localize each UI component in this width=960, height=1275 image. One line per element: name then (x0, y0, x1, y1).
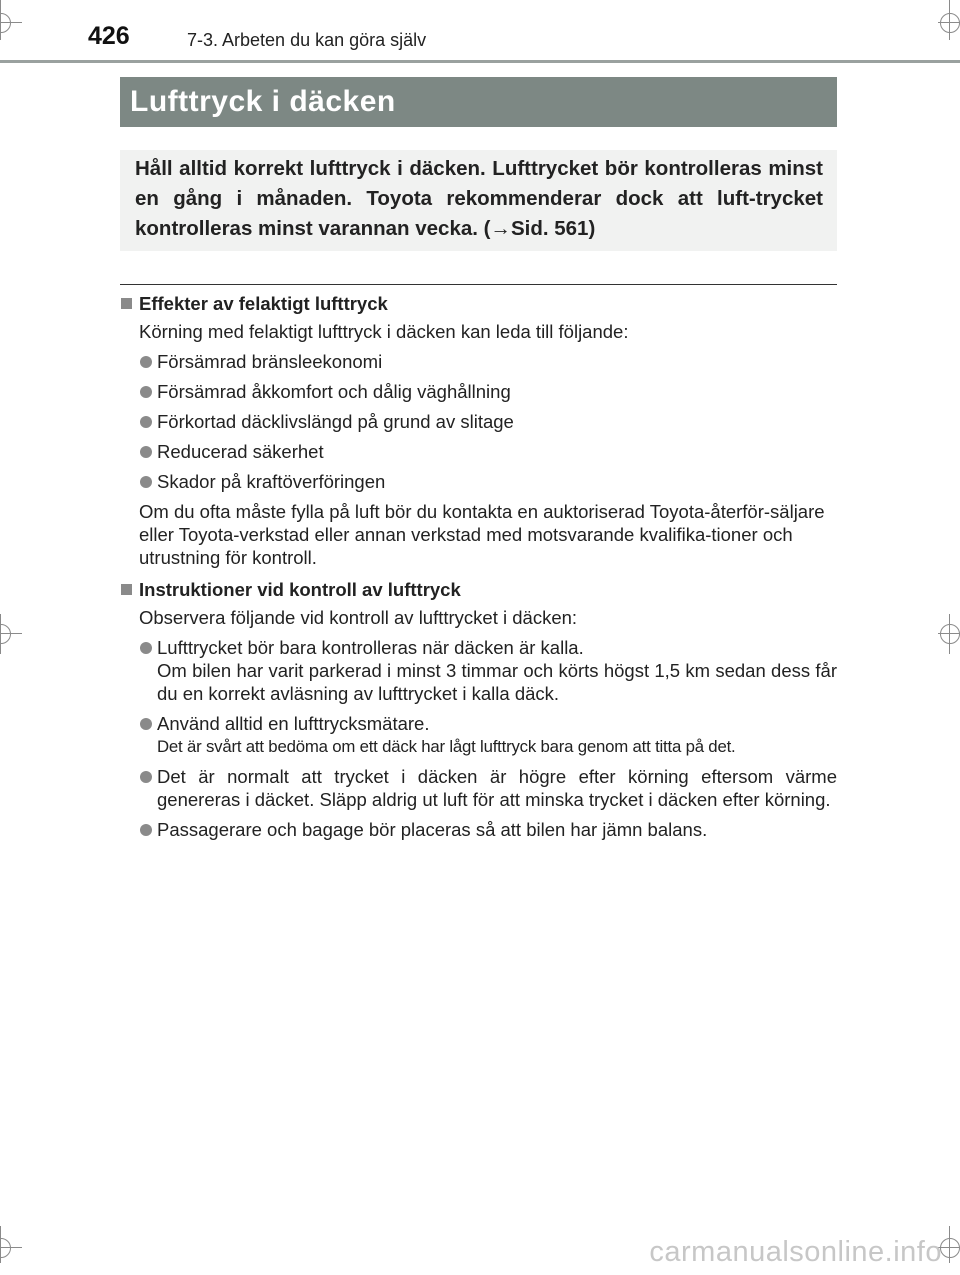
chapter-title: 7-3. Arbeten du kan göra själv (187, 30, 427, 50)
circle-bullet-icon (140, 446, 152, 458)
circle-bullet-icon (140, 642, 152, 654)
list-item: Lufttrycket bör bara kontrolleras när däcken är kalla. Om bilen har varit parkerad i minst 3 timmar och körts högst 1,5 km sedan dess får du en korrekt avläsning av lufttrycket i kalla däck. (120, 636, 837, 705)
watermark: carmanualsonline.info (649, 1236, 942, 1268)
circle-bullet-icon (140, 356, 152, 368)
circle-bullet-icon (140, 476, 152, 488)
square-bullet-icon (121, 298, 132, 309)
section-lead: Observera följande vid kontroll av lufttrycket i däcken: (139, 607, 578, 628)
page-header (0, 0, 960, 64)
intro-box (120, 150, 837, 251)
circle-bullet-icon (140, 416, 152, 428)
page-number: 426 (88, 22, 130, 50)
section-lead: Körning med felaktigt lufttryck i däcken kan leda till följande: (139, 321, 629, 342)
intro-text: Håll alltid korrekt lufttryck i däcken. Lufttrycket bör kontrolleras minst en gång i månaden. Toyota rekommenderar dock att luft-trycket kontrolleras minst varannan vecka. (→Sid. 561) (135, 157, 823, 240)
header-rule (0, 60, 960, 63)
main-content (120, 292, 837, 841)
circle-bullet-icon (140, 771, 152, 783)
circle-bullet-icon (140, 824, 152, 836)
section-title: Lufttryck i däcken (130, 85, 396, 118)
section-title-bar (120, 77, 837, 127)
square-bullet-icon (121, 584, 132, 595)
list-item: Använd alltid en lufttrycksmätare. Det är svårt att bedöma om ett däck har lågt lufttryck bara genom att titta på det. (120, 712, 837, 758)
list-item: Försämrad bränsleekonomi (120, 350, 837, 373)
list-item: Försämrad åkkomfort och dålig väghållning (120, 380, 837, 403)
circle-bullet-icon (140, 386, 152, 398)
list-item: Det är normalt att trycket i däcken är högre efter körning eftersom värme genereras i däcket. Släpp aldrig ut luft för att minska trycket i däcken efter körning. (120, 765, 837, 811)
divider-rule (120, 284, 837, 285)
list-item: Passagerare och bagage bör placeras så att bilen har jämn balans. (120, 818, 837, 841)
list-item: Skador på kraftöverföringen (120, 470, 837, 493)
list-item: Förkortad däcklivslängd på grund av slitage (120, 410, 837, 433)
circle-bullet-icon (140, 718, 152, 730)
section-heading-effects: Effekter av felaktigt lufttryck (120, 292, 837, 316)
list-item: Reducerad säkerhet (120, 440, 837, 463)
section-heading-instructions: Instruktioner vid kontroll av lufttryck (120, 578, 837, 602)
section-tail: Om du ofta måste fylla på luft bör du kontakta en auktoriserad Toyota-återför-säljare eller Toyota-verkstad eller annan verkstad med motsvarande kvalifika-tioner och utrustning för kontroll. (139, 501, 825, 568)
